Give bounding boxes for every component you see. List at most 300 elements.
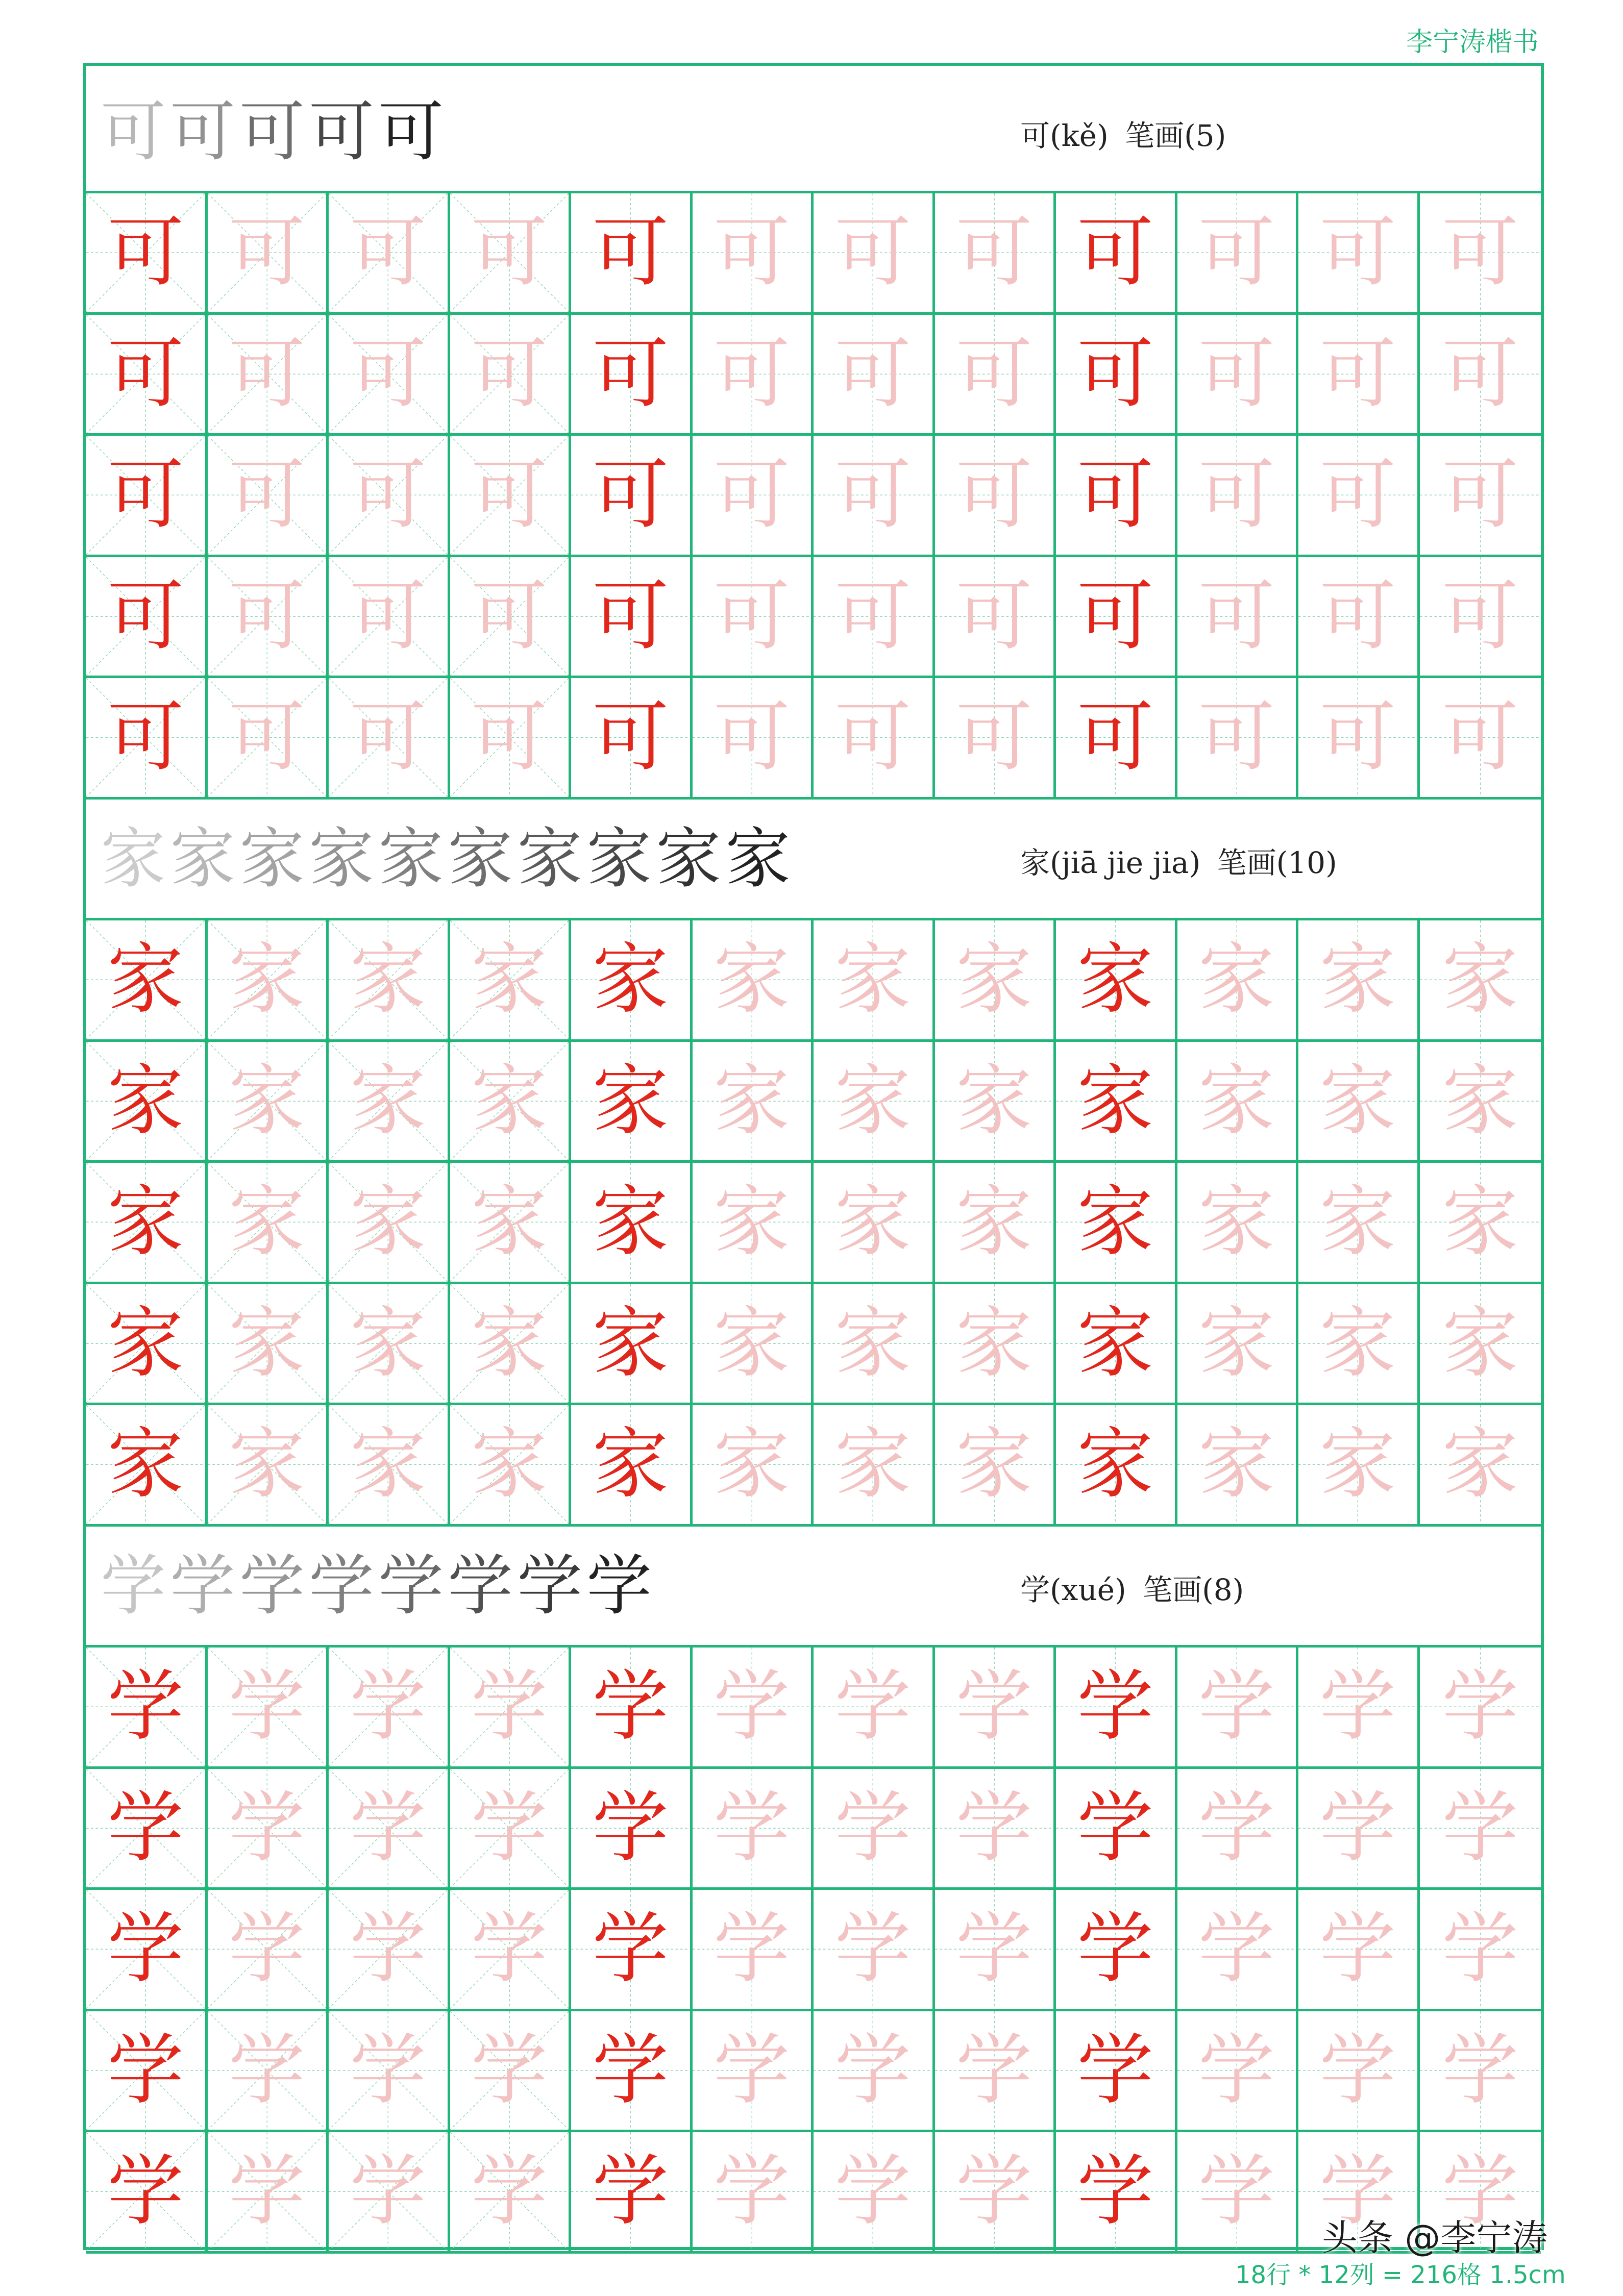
practice-cell bbox=[450, 315, 572, 436]
practice-cell bbox=[208, 2132, 329, 2254]
practice-cell bbox=[450, 1042, 572, 1163]
practice-cell bbox=[814, 1284, 935, 1406]
practice-cell bbox=[571, 2132, 693, 2254]
practice-grid bbox=[86, 1645, 1541, 2254]
model-character: 家 bbox=[1077, 1178, 1154, 1267]
trace-character: 学 bbox=[834, 1783, 912, 1873]
practice-cell bbox=[208, 1284, 329, 1406]
model-character: 学 bbox=[592, 2026, 669, 2115]
model-character: 家 bbox=[592, 1299, 669, 1388]
practice-cell bbox=[1177, 1769, 1299, 1890]
practice-cell bbox=[1056, 2011, 1177, 2133]
stroke-count-label: 笔画(10) bbox=[1217, 845, 1337, 880]
practice-cell bbox=[208, 920, 329, 1042]
model-character: 学 bbox=[107, 1783, 184, 1873]
author-credit: 李宁涛楷书 bbox=[1406, 27, 1539, 58]
trace-character: 家 bbox=[713, 1299, 790, 1388]
practice-cell bbox=[86, 1042, 208, 1163]
practice-cell bbox=[814, 1163, 935, 1284]
practice-cell bbox=[693, 1890, 814, 2011]
model-character: 学 bbox=[1077, 1905, 1154, 1994]
practice-cell bbox=[1056, 920, 1177, 1042]
practice-cell bbox=[208, 557, 329, 679]
stroke-step: 学 bbox=[378, 1548, 444, 1624]
practice-cell bbox=[1420, 1284, 1541, 1406]
practice-cell bbox=[1420, 1648, 1541, 1769]
practice-cell bbox=[86, 920, 208, 1042]
practice-cell bbox=[1056, 1890, 1177, 2011]
trace-character: 家 bbox=[834, 1420, 912, 1509]
trace-character: 家 bbox=[955, 1299, 1032, 1388]
practice-cell bbox=[693, 920, 814, 1042]
model-character: 家 bbox=[1077, 1299, 1154, 1388]
char-info bbox=[1020, 1566, 1251, 1609]
practice-cell bbox=[450, 1163, 572, 1284]
practice-cell bbox=[208, 1042, 329, 1163]
practice-cell bbox=[571, 1769, 693, 1890]
practice-cell bbox=[329, 193, 450, 315]
trace-character: 可 bbox=[228, 329, 305, 418]
trace-character: 家 bbox=[1319, 935, 1396, 1025]
trace-character: 学 bbox=[713, 1783, 790, 1873]
stroke-step: 家 bbox=[101, 821, 166, 897]
practice-cell bbox=[1056, 1284, 1177, 1406]
practice-cell bbox=[1298, 315, 1420, 436]
stroke-step: 家 bbox=[378, 821, 444, 897]
model-character: 可 bbox=[107, 451, 184, 540]
model-character: 可 bbox=[592, 571, 669, 661]
practice-cell bbox=[1177, 1042, 1299, 1163]
practice-cell bbox=[1056, 557, 1177, 679]
trace-character: 家 bbox=[1442, 935, 1519, 1025]
trace-character: 可 bbox=[471, 571, 548, 661]
model-character: 家 bbox=[107, 1056, 184, 1145]
trace-character: 可 bbox=[713, 451, 790, 540]
practice-cell bbox=[1420, 1890, 1541, 2011]
trace-character: 可 bbox=[1198, 571, 1275, 661]
practice-cell bbox=[1298, 1769, 1420, 1890]
model-character: 可 bbox=[107, 693, 184, 782]
trace-character: 可 bbox=[1442, 693, 1519, 782]
practice-cell bbox=[1298, 1890, 1420, 2011]
pinyin-label: 学(xué) bbox=[1020, 1573, 1126, 1607]
trace-character: 家 bbox=[713, 1420, 790, 1509]
stroke-order-row bbox=[101, 1545, 656, 1627]
practice-cell bbox=[1056, 1405, 1177, 1527]
trace-character: 家 bbox=[1319, 1178, 1396, 1267]
section-header bbox=[86, 1520, 1541, 1645]
trace-character: 可 bbox=[1319, 571, 1396, 661]
model-character: 学 bbox=[1077, 2147, 1154, 2236]
trace-character: 可 bbox=[228, 451, 305, 540]
practice-cell bbox=[329, 315, 450, 436]
practice-cell bbox=[1056, 1042, 1177, 1163]
model-character: 学 bbox=[107, 1905, 184, 1994]
stroke-step: 家 bbox=[586, 821, 652, 897]
model-character: 可 bbox=[1077, 329, 1154, 418]
trace-character: 学 bbox=[471, 2147, 548, 2236]
trace-character: 可 bbox=[228, 208, 305, 297]
practice-cell bbox=[1056, 1163, 1177, 1284]
practice-cell bbox=[814, 2132, 935, 2254]
pinyin-label: 可(kě) bbox=[1020, 118, 1109, 153]
practice-cell bbox=[1420, 678, 1541, 800]
practice-cell bbox=[86, 1648, 208, 1769]
trace-character: 学 bbox=[228, 2147, 305, 2236]
trace-character: 学 bbox=[350, 1783, 427, 1873]
trace-character: 学 bbox=[350, 2147, 427, 2236]
practice-cell bbox=[693, 436, 814, 557]
trace-character: 家 bbox=[228, 1056, 305, 1145]
practice-cell bbox=[814, 1648, 935, 1769]
practice-cell bbox=[1056, 436, 1177, 557]
stroke-count-label: 笔画(5) bbox=[1125, 118, 1226, 153]
model-character: 家 bbox=[592, 935, 669, 1025]
trace-character: 学 bbox=[350, 1905, 427, 1994]
trace-character: 家 bbox=[1442, 1056, 1519, 1145]
practice-cell bbox=[329, 436, 450, 557]
practice-cell bbox=[935, 1769, 1056, 1890]
practice-cell bbox=[693, 2132, 814, 2254]
trace-character: 可 bbox=[350, 571, 427, 661]
model-character: 可 bbox=[107, 329, 184, 418]
trace-character: 可 bbox=[1442, 571, 1519, 661]
model-character: 学 bbox=[107, 2147, 184, 2236]
practice-cell bbox=[1056, 315, 1177, 436]
trace-character: 学 bbox=[713, 1662, 790, 1752]
model-character: 家 bbox=[1077, 1420, 1154, 1509]
practice-cell bbox=[1177, 678, 1299, 800]
trace-character: 家 bbox=[350, 935, 427, 1025]
practice-cell bbox=[1177, 193, 1299, 315]
practice-cell bbox=[693, 1405, 814, 1527]
trace-character: 可 bbox=[713, 693, 790, 782]
trace-character: 家 bbox=[1442, 1178, 1519, 1267]
trace-character: 学 bbox=[471, 2026, 548, 2115]
practice-cell bbox=[935, 1890, 1056, 2011]
trace-character: 家 bbox=[228, 935, 305, 1025]
trace-character: 学 bbox=[350, 2026, 427, 2115]
model-character: 可 bbox=[1077, 571, 1154, 661]
practice-cell bbox=[1298, 193, 1420, 315]
trace-character: 可 bbox=[471, 451, 548, 540]
practice-cell bbox=[450, 1648, 572, 1769]
trace-character: 可 bbox=[834, 451, 912, 540]
trace-character: 学 bbox=[1442, 1905, 1519, 1994]
practice-cell bbox=[86, 2132, 208, 2254]
practice-cell bbox=[86, 678, 208, 800]
trace-character: 学 bbox=[834, 1905, 912, 1994]
trace-character: 家 bbox=[228, 1178, 305, 1267]
trace-character: 家 bbox=[1319, 1420, 1396, 1509]
practice-cell bbox=[450, 678, 572, 800]
trace-character: 家 bbox=[955, 1178, 1032, 1267]
practice-sheet bbox=[83, 63, 1544, 2250]
practice-cell bbox=[1420, 557, 1541, 679]
practice-cell bbox=[814, 1890, 935, 2011]
model-character: 学 bbox=[592, 1662, 669, 1752]
model-character: 学 bbox=[1077, 1783, 1154, 1873]
practice-cell bbox=[693, 557, 814, 679]
trace-character: 可 bbox=[1319, 208, 1396, 297]
practice-cell bbox=[571, 920, 693, 1042]
practice-cell bbox=[814, 1042, 935, 1163]
trace-character: 可 bbox=[955, 571, 1032, 661]
practice-cell bbox=[329, 678, 450, 800]
trace-character: 家 bbox=[834, 935, 912, 1025]
practice-cell bbox=[450, 920, 572, 1042]
practice-cell bbox=[1420, 1405, 1541, 1527]
practice-cell bbox=[450, 1405, 572, 1527]
char-info bbox=[1020, 839, 1344, 882]
trace-character: 学 bbox=[713, 2147, 790, 2236]
practice-cell bbox=[86, 557, 208, 679]
model-character: 可 bbox=[107, 571, 184, 661]
practice-cell bbox=[571, 315, 693, 436]
trace-character: 可 bbox=[955, 329, 1032, 418]
stroke-step: 家 bbox=[309, 821, 375, 897]
trace-character: 家 bbox=[955, 1056, 1032, 1145]
stroke-step: 家 bbox=[448, 821, 513, 897]
trace-character: 学 bbox=[471, 1662, 548, 1752]
trace-character: 学 bbox=[1442, 1783, 1519, 1873]
practice-cell bbox=[1177, 2132, 1299, 2254]
practice-cell bbox=[450, 1890, 572, 2011]
practice-cell bbox=[208, 1405, 329, 1527]
stroke-step: 家 bbox=[517, 821, 583, 897]
practice-cell bbox=[1298, 920, 1420, 1042]
trace-character: 学 bbox=[955, 1905, 1032, 1994]
practice-cell bbox=[450, 2132, 572, 2254]
trace-character: 学 bbox=[1442, 2147, 1519, 2236]
trace-character: 可 bbox=[713, 208, 790, 297]
trace-character: 学 bbox=[228, 2026, 305, 2115]
practice-cell bbox=[693, 2011, 814, 2133]
practice-cell bbox=[450, 2011, 572, 2133]
practice-cell bbox=[814, 557, 935, 679]
practice-cell bbox=[329, 1648, 450, 1769]
model-character: 可 bbox=[592, 329, 669, 418]
practice-cell bbox=[814, 315, 935, 436]
trace-character: 家 bbox=[713, 1178, 790, 1267]
trace-character: 家 bbox=[471, 935, 548, 1025]
trace-character: 可 bbox=[350, 451, 427, 540]
stroke-step: 可 bbox=[170, 94, 236, 170]
practice-cell bbox=[1298, 436, 1420, 557]
practice-cell bbox=[1298, 1648, 1420, 1769]
trace-character: 家 bbox=[834, 1299, 912, 1388]
practice-cell bbox=[935, 678, 1056, 800]
practice-cell bbox=[1056, 2132, 1177, 2254]
model-character: 可 bbox=[592, 451, 669, 540]
stroke-order-row bbox=[101, 818, 795, 900]
trace-character: 学 bbox=[471, 1783, 548, 1873]
practice-cell bbox=[814, 678, 935, 800]
practice-cell bbox=[208, 193, 329, 315]
pinyin-label: 家(jiā jie jia) bbox=[1020, 845, 1201, 880]
model-character: 家 bbox=[1077, 935, 1154, 1025]
practice-grid bbox=[86, 918, 1541, 1527]
trace-character: 学 bbox=[228, 1662, 305, 1752]
practice-cell bbox=[1420, 193, 1541, 315]
trace-character: 可 bbox=[834, 693, 912, 782]
trace-character: 学 bbox=[1198, 2147, 1275, 2236]
practice-cell bbox=[1177, 557, 1299, 679]
practice-cell bbox=[1420, 920, 1541, 1042]
trace-character: 学 bbox=[1198, 1783, 1275, 1873]
model-character: 可 bbox=[1077, 451, 1154, 540]
trace-character: 可 bbox=[471, 208, 548, 297]
trace-character: 家 bbox=[1442, 1299, 1519, 1388]
trace-character: 学 bbox=[1442, 2026, 1519, 2115]
trace-character: 学 bbox=[955, 1662, 1032, 1752]
stroke-step: 家 bbox=[170, 821, 236, 897]
trace-character: 家 bbox=[350, 1056, 427, 1145]
practice-cell bbox=[571, 1648, 693, 1769]
practice-cell bbox=[693, 1769, 814, 1890]
practice-cell bbox=[450, 436, 572, 557]
practice-cell bbox=[86, 1405, 208, 1527]
section-header bbox=[86, 793, 1541, 918]
trace-character: 可 bbox=[955, 693, 1032, 782]
practice-cell bbox=[86, 1163, 208, 1284]
trace-character: 家 bbox=[1198, 935, 1275, 1025]
practice-cell bbox=[571, 2011, 693, 2133]
trace-character: 可 bbox=[350, 693, 427, 782]
trace-character: 可 bbox=[1198, 208, 1275, 297]
trace-character: 学 bbox=[955, 2147, 1032, 2236]
practice-cell bbox=[208, 1769, 329, 1890]
practice-cell bbox=[329, 1890, 450, 2011]
practice-cell bbox=[1298, 1284, 1420, 1406]
trace-character: 学 bbox=[834, 1662, 912, 1752]
practice-cell bbox=[329, 920, 450, 1042]
trace-character: 可 bbox=[1319, 451, 1396, 540]
model-character: 家 bbox=[107, 1299, 184, 1388]
practice-cell bbox=[86, 1769, 208, 1890]
practice-cell bbox=[571, 1405, 693, 1527]
practice-cell bbox=[1420, 315, 1541, 436]
trace-character: 可 bbox=[834, 571, 912, 661]
practice-cell bbox=[208, 678, 329, 800]
practice-cell bbox=[1298, 678, 1420, 800]
practice-cell bbox=[935, 1648, 1056, 1769]
stroke-step: 可 bbox=[101, 94, 166, 170]
practice-cell bbox=[1177, 920, 1299, 1042]
practice-cell bbox=[86, 2011, 208, 2133]
practice-cell bbox=[86, 1890, 208, 2011]
practice-cell bbox=[814, 2011, 935, 2133]
practice-cell bbox=[571, 557, 693, 679]
practice-cell bbox=[693, 1648, 814, 1769]
grid-size-note: 18行 * 12列 = 216格 1.5cm bbox=[1235, 2261, 1566, 2289]
stroke-step: 学 bbox=[170, 1548, 236, 1624]
practice-cell bbox=[571, 1042, 693, 1163]
trace-character: 家 bbox=[955, 1420, 1032, 1509]
stroke-step: 家 bbox=[725, 821, 791, 897]
trace-character: 家 bbox=[471, 1056, 548, 1145]
model-character: 家 bbox=[107, 935, 184, 1025]
practice-cell bbox=[935, 1163, 1056, 1284]
practice-cell bbox=[450, 557, 572, 679]
trace-character: 可 bbox=[1442, 329, 1519, 418]
trace-character: 学 bbox=[1198, 1662, 1275, 1752]
trace-character: 可 bbox=[834, 208, 912, 297]
practice-cell bbox=[329, 1769, 450, 1890]
model-character: 可 bbox=[107, 208, 184, 297]
trace-character: 可 bbox=[713, 571, 790, 661]
trace-character: 家 bbox=[471, 1299, 548, 1388]
practice-cell bbox=[329, 2011, 450, 2133]
practice-cell bbox=[1420, 436, 1541, 557]
practice-cell bbox=[1177, 315, 1299, 436]
practice-cell bbox=[1298, 1042, 1420, 1163]
trace-character: 家 bbox=[1442, 1420, 1519, 1509]
trace-character: 可 bbox=[1319, 329, 1396, 418]
practice-cell bbox=[693, 193, 814, 315]
practice-cell bbox=[693, 1284, 814, 1406]
practice-cell bbox=[208, 2011, 329, 2133]
practice-cell bbox=[86, 1284, 208, 1406]
model-character: 学 bbox=[1077, 2026, 1154, 2115]
stroke-step: 可 bbox=[309, 94, 375, 170]
trace-character: 家 bbox=[713, 935, 790, 1025]
practice-cell bbox=[86, 193, 208, 315]
stroke-count-label: 笔画(8) bbox=[1143, 1573, 1244, 1607]
trace-character: 可 bbox=[228, 571, 305, 661]
trace-character: 学 bbox=[713, 2026, 790, 2115]
practice-cell bbox=[571, 193, 693, 315]
stroke-step: 学 bbox=[586, 1548, 652, 1624]
practice-cell bbox=[1056, 193, 1177, 315]
practice-cell bbox=[329, 1405, 450, 1527]
stroke-order-row bbox=[101, 91, 448, 173]
practice-cell bbox=[571, 678, 693, 800]
practice-cell bbox=[814, 436, 935, 557]
practice-cell bbox=[571, 1890, 693, 2011]
practice-cell bbox=[208, 315, 329, 436]
model-character: 家 bbox=[592, 1420, 669, 1509]
practice-cell bbox=[1298, 2011, 1420, 2133]
practice-cell bbox=[1420, 1769, 1541, 1890]
practice-cell bbox=[935, 436, 1056, 557]
practice-cell bbox=[208, 1163, 329, 1284]
model-character: 可 bbox=[592, 693, 669, 782]
char-info bbox=[1020, 112, 1233, 155]
practice-cell bbox=[693, 1042, 814, 1163]
practice-cell bbox=[1177, 436, 1299, 557]
trace-character: 家 bbox=[350, 1299, 427, 1388]
practice-cell bbox=[86, 436, 208, 557]
trace-character: 家 bbox=[1198, 1178, 1275, 1267]
stroke-step: 学 bbox=[517, 1548, 583, 1624]
practice-cell bbox=[935, 1042, 1056, 1163]
model-character: 学 bbox=[107, 2026, 184, 2115]
practice-cell bbox=[1177, 1163, 1299, 1284]
practice-cell bbox=[86, 315, 208, 436]
stroke-step: 学 bbox=[239, 1548, 305, 1624]
stroke-step: 家 bbox=[239, 821, 305, 897]
practice-cell bbox=[814, 920, 935, 1042]
practice-cell bbox=[935, 2132, 1056, 2254]
trace-character: 家 bbox=[713, 1056, 790, 1145]
practice-cell bbox=[1177, 1284, 1299, 1406]
practice-cell bbox=[935, 1405, 1056, 1527]
trace-character: 学 bbox=[955, 1783, 1032, 1873]
practice-cell bbox=[571, 436, 693, 557]
trace-character: 家 bbox=[1198, 1299, 1275, 1388]
model-character: 家 bbox=[107, 1178, 184, 1267]
